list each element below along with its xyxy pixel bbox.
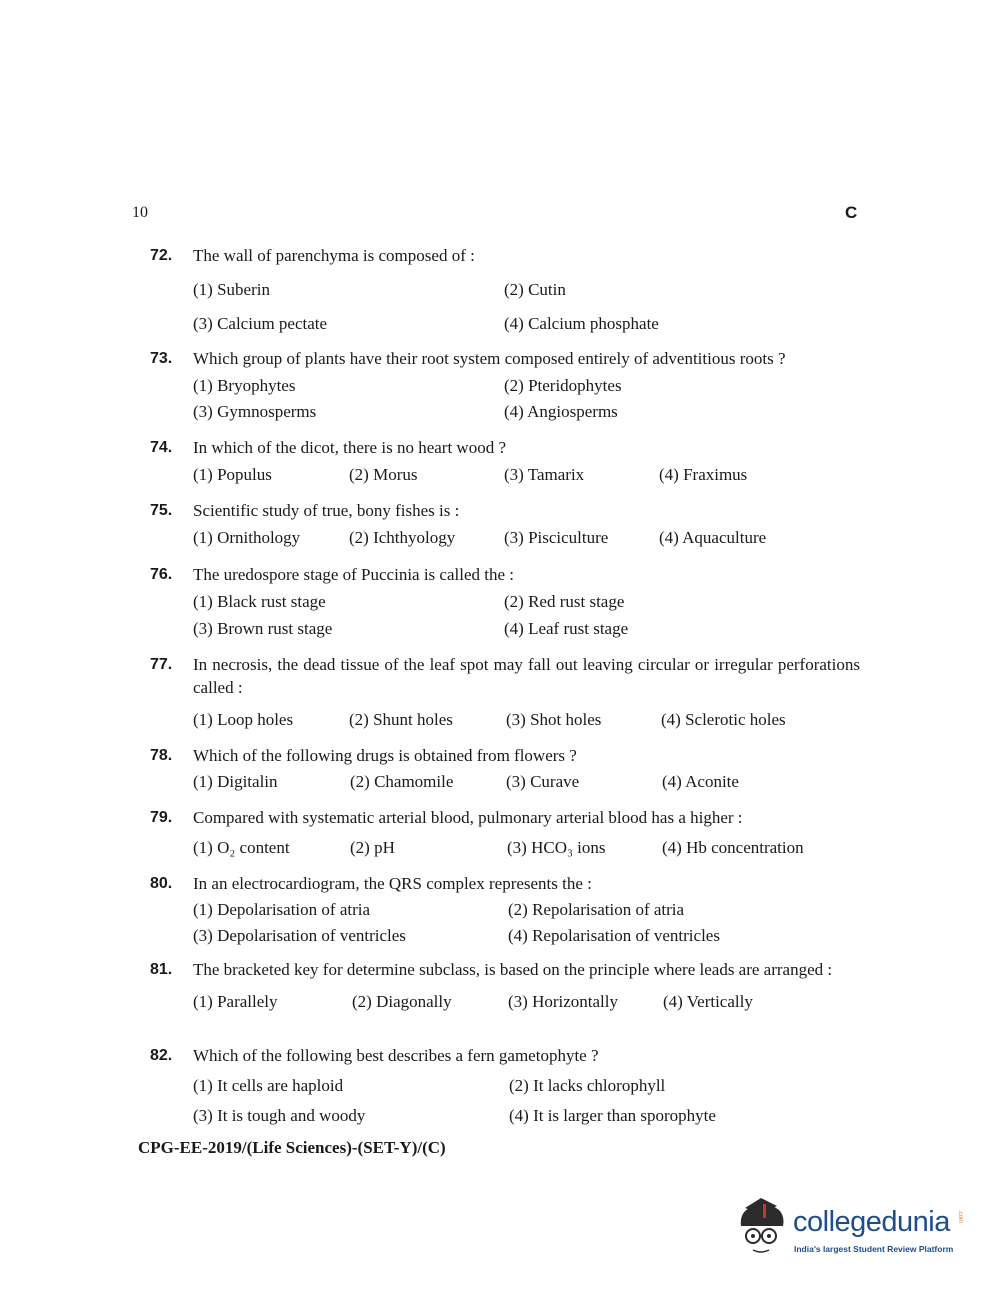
question-80: [150, 872, 860, 947]
option-1: (1) Populus: [193, 465, 272, 484]
option-1: (1) O₂ content: [193, 838, 290, 857]
question-text: In which of the dicot, there is no heart wood ?: [193, 438, 506, 457]
brand-tld: .com: [957, 1210, 963, 1224]
brand-name: collegedunia: [793, 1206, 950, 1238]
question-number: 75.: [150, 502, 173, 519]
option-2: (2) Shunt holes: [349, 710, 453, 729]
option-4: (4) Angiosperms: [504, 402, 618, 421]
question-82: [150, 1044, 860, 1127]
option-4: (4) Repolarisation of ventricles: [508, 926, 720, 945]
question-73: [150, 347, 860, 423]
question-text: In necrosis, the dead tissue of the leaf spot may fall out leaving circular or irregular perforations called :: [193, 655, 860, 697]
option-2: (2) Red rust stage: [504, 592, 625, 611]
option-2: (2) Pteridophytes: [504, 376, 622, 395]
question-number: 77.: [150, 656, 173, 673]
question-72: [150, 244, 860, 335]
question-number: 74.: [150, 439, 173, 456]
question-75: [150, 499, 860, 549]
mascot-icon: [735, 1196, 795, 1262]
option-3: (3) It is tough and woody: [193, 1106, 366, 1125]
option-3: (3) Tamarix: [504, 465, 585, 484]
option-1: (1) Black rust stage: [193, 592, 326, 611]
exam-code-footer: CPG-EE-2019/(Life Sciences)-(SET-Y)/(C): [138, 1138, 446, 1157]
question-number: 81.: [150, 961, 173, 978]
option-1: (1) Ornithology: [193, 528, 301, 547]
question-text: The bracketed key for determine subclass, is based on the principle where leads are arranged :: [193, 960, 833, 979]
page-number: 10: [132, 204, 148, 221]
option-1: (1) Bryophytes: [193, 376, 296, 395]
option-4: (4) Vertically: [663, 992, 753, 1011]
option-4: (4) It is larger than sporophyte: [509, 1106, 716, 1125]
option-4: (4) Aquaculture: [659, 528, 767, 547]
question-text: The uredospore stage of Puccinia is called the :: [193, 565, 514, 584]
option-4: (4) Leaf rust stage: [504, 619, 629, 638]
question-number: 82.: [150, 1047, 173, 1064]
option-3: (3) Brown rust stage: [193, 619, 333, 638]
option-1: (1) It cells are haploid: [193, 1076, 344, 1095]
question-text: The wall of parenchyma is composed of :: [193, 246, 475, 265]
set-letter: C: [845, 203, 858, 222]
question-78: [150, 744, 860, 793]
option-4: (4) Sclerotic holes: [661, 710, 786, 729]
question-79: [150, 806, 860, 859]
question-number: 78.: [150, 747, 173, 764]
option-1: (1) Suberin: [193, 280, 270, 299]
option-2: (2) Morus: [349, 465, 418, 484]
option-3: (3) Shot holes: [506, 710, 602, 729]
question-74: [150, 436, 860, 486]
question-number: 72.: [150, 247, 173, 264]
question-text: In an electrocardiogram, the QRS complex represents the :: [193, 874, 592, 893]
question-76: [150, 563, 860, 640]
option-4: (4) Calcium phosphate: [504, 314, 659, 333]
option-1: (1) Digitalin: [193, 772, 278, 791]
option-4: (4) Fraximus: [659, 465, 748, 484]
option-2: (2) Ichthyology: [349, 528, 456, 547]
option-4: (4) Hb concentration: [662, 838, 804, 857]
question-77: [150, 653, 860, 731]
option-1: (1) Loop holes: [193, 710, 294, 729]
option-3: (3) Horizontally: [508, 992, 618, 1011]
question-text: Which group of plants have their root system composed entirely of adventitious roots ?: [193, 349, 786, 368]
option-1: (1) Parallely: [193, 992, 278, 1011]
question-number: 76.: [150, 566, 173, 583]
option-2: (2) pH: [350, 838, 395, 857]
question-text: Scientific study of true, bony fishes is :: [193, 501, 460, 520]
question-number: 80.: [150, 875, 173, 892]
question-text: Which of the following drugs is obtained from flowers ?: [193, 746, 577, 765]
option-3: (3) Gymnosperms: [193, 402, 317, 421]
question-text: Which of the following best describes a fern gametophyte ?: [193, 1046, 599, 1065]
option-2: (2) Cutin: [504, 280, 566, 299]
option-3: (3) Depolarisation of ventricles: [193, 926, 406, 945]
question-81: [150, 958, 860, 1013]
option-2: (2) Repolarisation of atria: [508, 900, 685, 919]
collegedunia-watermark: [735, 1196, 965, 1268]
option-2: (2) Chamomile: [350, 772, 454, 791]
option-2: (2) Diagonally: [352, 992, 452, 1011]
option-1: (1) Depolarisation of atria: [193, 900, 371, 919]
question-number: 79.: [150, 809, 173, 826]
question-number: 73.: [150, 350, 173, 367]
option-3: (3) Pisciculture: [504, 528, 609, 547]
question-text: Compared with systematic arterial blood, pulmonary arterial blood has a higher :: [193, 808, 743, 827]
brand-tagline: India's largest Student Review Platform: [794, 1244, 954, 1254]
option-4: (4) Aconite: [662, 772, 739, 791]
option-3: (3) Calcium pectate: [193, 314, 328, 333]
option-3: (3) Curave: [506, 772, 580, 791]
option-2: (2) It lacks chlorophyll: [509, 1076, 666, 1095]
option-3: (3) HCO₃ ions: [507, 838, 606, 857]
